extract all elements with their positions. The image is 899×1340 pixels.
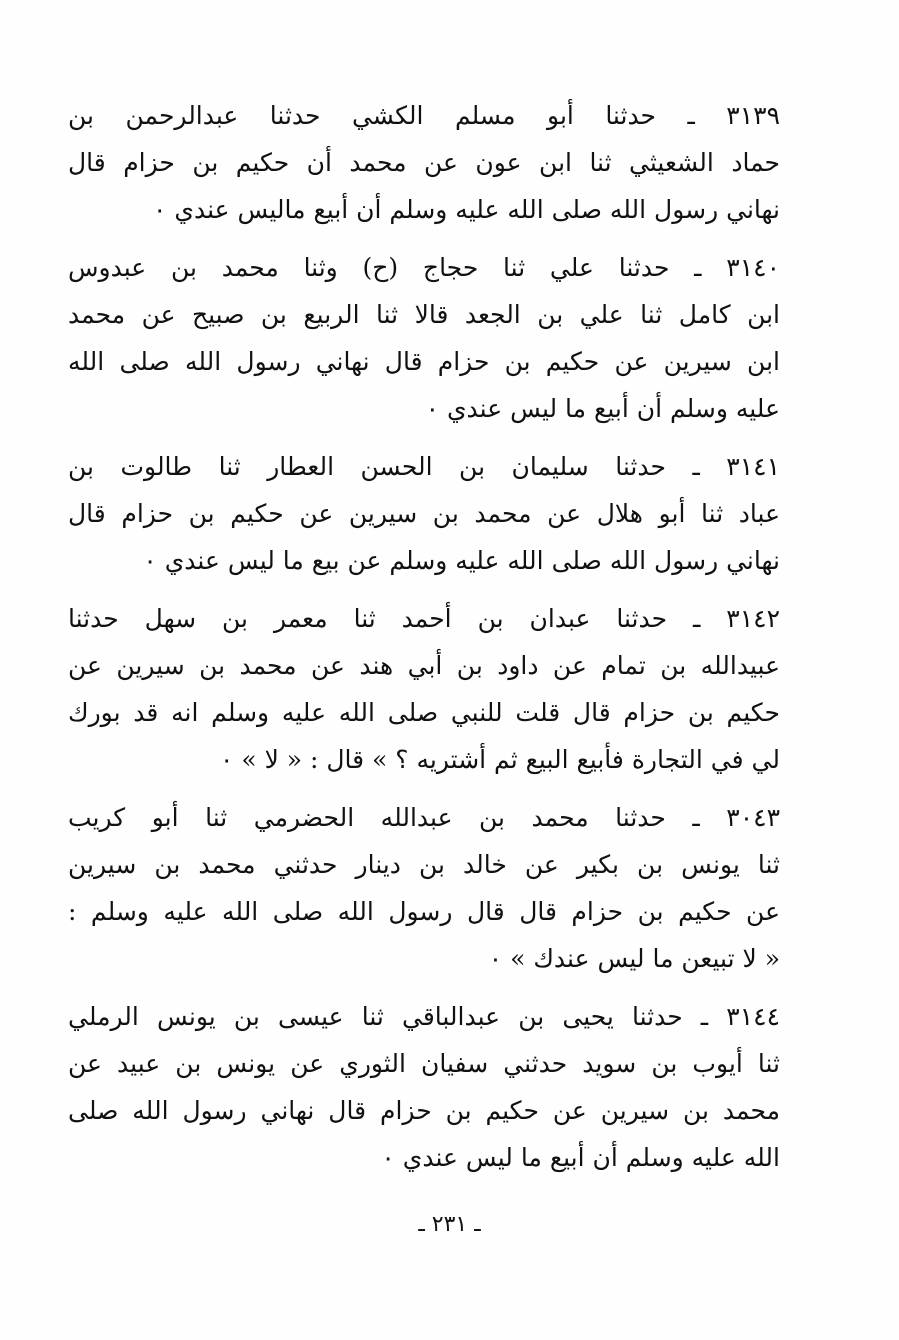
hadith-3139	[68, 92, 780, 233]
hadith-line: ثنا أيوب بن سويد حدثني سفيان الثوري عن يونس بن عبيد عن	[68, 1049, 780, 1078]
hadith-line: عن حكيم بن حزام قال قال رسول الله صلى الله عليه وسلم :	[68, 897, 780, 926]
hadith-line: حكيم بن حزام قال قلت للنبي صلى الله عليه وسلم انه قد بورك	[68, 698, 780, 727]
hadith-line: ٣١٤٢ ـ حدثنا عبدان بن أحمد ثنا معمر بن سهل حدثنا	[68, 604, 780, 633]
hadith-line: حماد الشعيثي ثنا ابن عون عن محمد أن حكيم بن حزام قال	[68, 148, 780, 177]
hadith-line: ابن كامل ثنا علي بن الجعد قالا ثنا الربيع بن صبيح عن محمد	[68, 300, 780, 329]
hadith-line: ٣١٤٤ ـ حدثنا يحيى بن عبدالباقي ثنا عيسى بن يونس الرملي	[68, 1002, 780, 1031]
hadith-line: محمد بن سيرين عن حكيم بن حزام قال نهاني رسول الله صلى	[68, 1096, 780, 1125]
page-number: ـ ٢٣١ ـ	[418, 1212, 481, 1237]
hadith-line: عبيدالله بن تمام عن داود بن أبي هند عن محمد بن سيرين عن	[68, 651, 780, 680]
hadith-3043	[68, 794, 780, 982]
hadith-line: لي في التجارة فأبيع البيع ثم أشتريه ؟ » قال : « لا » ٠	[219, 745, 780, 774]
hadith-3144	[68, 993, 780, 1181]
hadith-line: ٣١٣٩ ـ حدثنا أبو مسلم الكشي حدثنا عبدالرحمن بن	[68, 101, 780, 130]
hadith-3142	[68, 595, 780, 783]
hadith-line: نهاني رسول الله صلى الله عليه وسلم عن بيع ما ليس عندي ٠	[143, 546, 780, 575]
hadith-line: عليه وسلم أن أبيع ما ليس عندي ٠	[425, 394, 780, 423]
hadith-line: ٣١٤١ ـ حدثنا سليمان بن الحسن العطار ثنا طالوت بن	[68, 452, 780, 481]
hadith-3140	[68, 244, 780, 432]
hadith-line: نهاني رسول الله صلى الله عليه وسلم أن أبيع ماليس عندي ٠	[153, 195, 780, 224]
hadith-line: عباد ثنا أبو هلال عن محمد بن سيرين عن حكيم بن حزام قال	[68, 499, 780, 528]
hadith-3141	[68, 443, 780, 584]
hadith-line: ٣١٤٠ ـ حدثنا علي ثنا حجاج (ح) وثنا محمد بن عبدوس	[68, 253, 780, 282]
hadith-line: الله عليه وسلم أن أبيع ما ليس عندي ٠	[381, 1143, 780, 1172]
hadith-line: ثنا يونس بن بكير عن خالد بن دينار حدثني محمد بن سيرين	[68, 850, 780, 879]
hadith-line: ٣٠٤٣ ـ حدثنا محمد بن عبدالله الحضرمي ثنا أبو كريب	[68, 803, 780, 832]
hadith-line: « لا تبيعن ما ليس عندك » ٠	[488, 944, 780, 973]
hadith-list	[68, 92, 780, 1181]
hadith-line: ابن سيرين عن حكيم بن حزام قال نهاني رسول الله صلى الله	[68, 347, 780, 376]
